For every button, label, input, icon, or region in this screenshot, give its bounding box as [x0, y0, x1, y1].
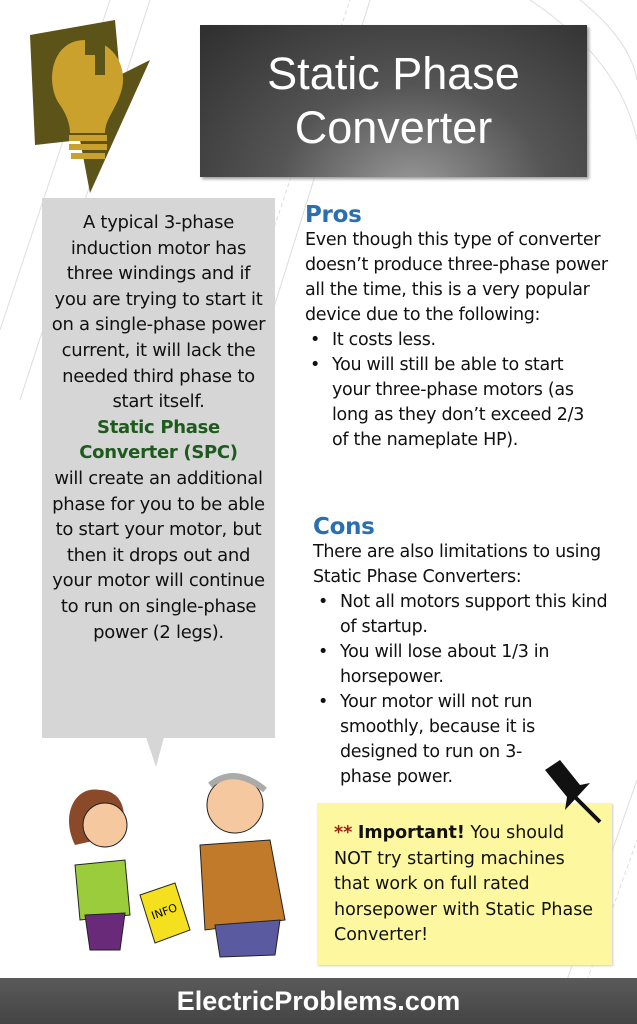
pros-intro: Even though this type of converter doesn’t produce three-phase power all the time, this is a very popular device due to the following: — [305, 230, 608, 325]
cons-intro: There are also limitations to using Static Phase Converters: — [313, 542, 601, 587]
pushpin-icon — [535, 755, 605, 825]
page-title — [200, 25, 587, 177]
footer-website[interactable]: ElectricProblems.com — [0, 978, 637, 1024]
pros-section — [305, 202, 610, 453]
cons-item: • Your motor will not run smoothly, because it is designed to run on 3-phase power. — [313, 690, 568, 790]
bubble-tail — [146, 737, 164, 767]
cons-item: • You will lose about 1/3 in horsepower. — [313, 640, 563, 690]
cons-section — [313, 514, 613, 790]
logo-icon — [25, 15, 155, 195]
cons-item: • Not all motors support this kind of startup. — [313, 590, 613, 640]
folder-label: INFO — [149, 901, 180, 923]
explanation-bubble — [42, 198, 275, 738]
title-line-1: Static Phase — [267, 48, 520, 99]
title-line-2: Converter — [294, 102, 493, 153]
spc-highlight: Static Phase Converter (SPC) — [79, 416, 238, 464]
note-label: Important! — [357, 823, 465, 843]
note-stars: ** — [334, 823, 353, 843]
pros-heading: Pros — [305, 202, 362, 228]
important-note — [317, 803, 612, 965]
pros-item: • You will still be able to start your three-phase motors (as long as they don’t exceed 2/3 of the nameplate HP). — [305, 353, 595, 453]
spc-explanation: will create an additional phase for you to be able to start your motor, but then it drops out and your motor will continue to run on single-phase power (2 legs). — [52, 467, 265, 643]
info-folder — [140, 883, 190, 943]
cartoon-people-illustration — [40, 765, 300, 965]
cons-heading: Cons — [313, 514, 375, 540]
note-text: You should NOT try starting machines that work on full rated horsepower with Static Phase Converter! — [334, 823, 594, 945]
intro-text: A typical 3-phase induction motor has three windings and if you are trying to start it on a single-phase power current, it will lack the needed third phase to start itself. — [51, 212, 266, 413]
pros-item: • It costs less. — [305, 328, 610, 353]
